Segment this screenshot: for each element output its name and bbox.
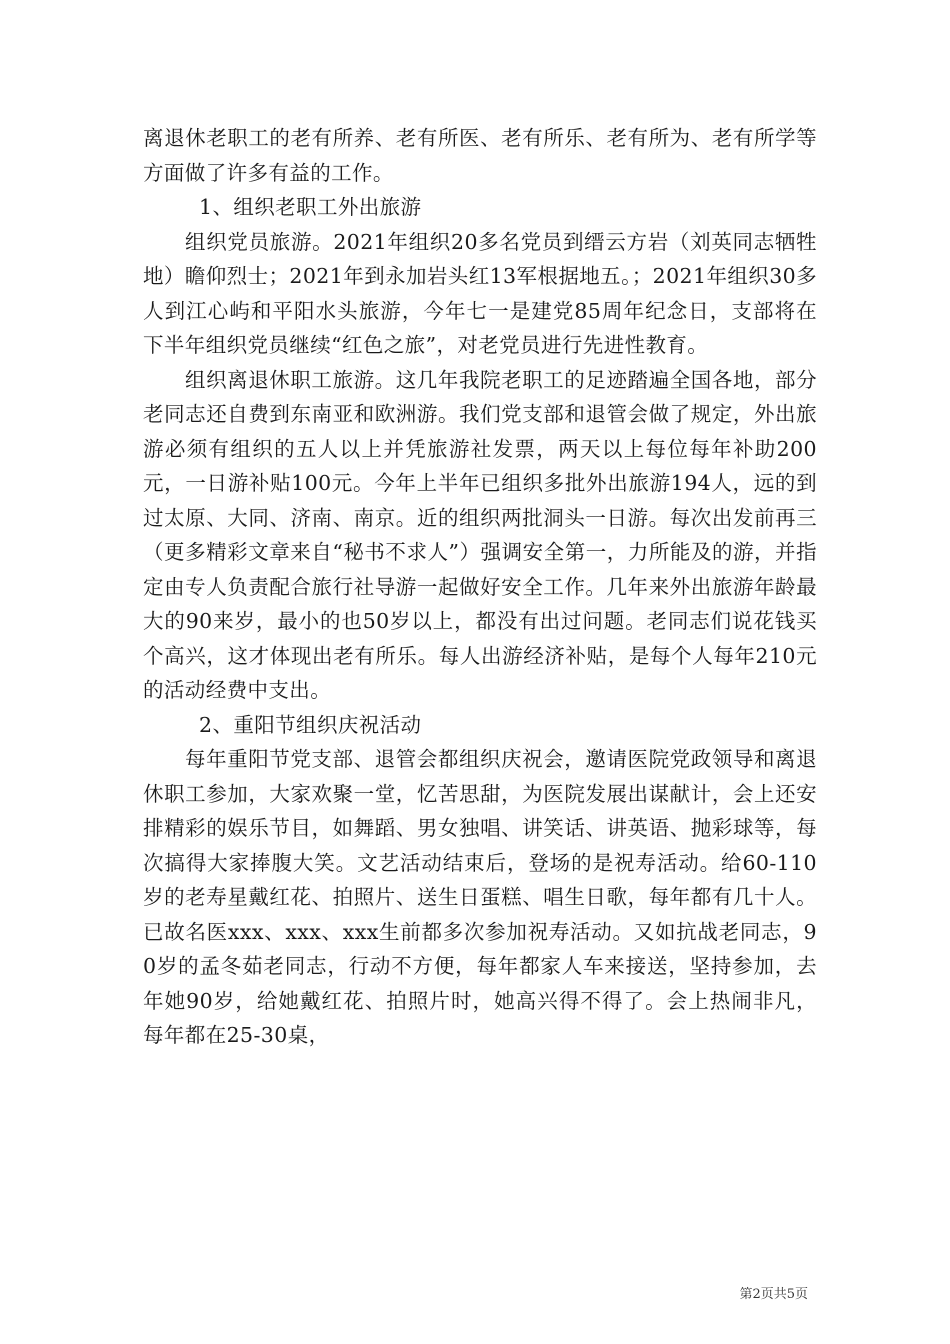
paragraph-continuation: 离退休老职工的老有所养、老有所医、老有所乐、老有所为、老有所学等方面做了许多有益的工作。 (143, 126, 817, 185)
section-heading-travel: 1、组织老职工外出旅游 (199, 195, 422, 219)
paragraph-retiree-travel: 组织离退休职工旅游。这几年我院老职工的足迹踏遍全国各地，部分老同志还自费到东南亚和欧洲游。我们党支部和退管会做了规定，外出旅游必须有组织的五人以上并凭旅游社发票，两天以上每位每年补助200元，一日游补贴100元。今年上半年已组织多批外出旅游194人，远的到过太原、大同、济南、南京。近的组织两批洞头一日游。每次出发前再三（更多精彩文章来自“秘书不求人”）强调安全第一，力所能及的游，并指定由专人负责配合旅行社导游一起做好安全工作。几年来外出旅游年龄最大的90来岁，最小的也50岁以上，都没有出过问题。老同志们说花钱买个高兴，这才体现出老有所乐。每人出游经济补贴，是每个人每年210元的活动经费中支出。 (143, 367, 817, 702)
paragraph-chongyang-celebration: 每年重阳节党支部、退管会都组织庆祝会，邀请医院党政领导和离退休职工参加，大家欢聚一堂，忆苦思甜，为医院发展出谋献计，会上还安排精彩的娱乐节目，如舞蹈、男女独唱、讲笑话、讲英语、抛彩球等，每次搞得大家捧腹大笑。文艺活动结束后，登场的是祝寿活动。给60-110岁的老寿星戴红花、拍照片、送生日蛋糕、唱生日歌，每年都有几十人。已故名医xxx、xxx、xxx生前都多次参加祝寿活动。又如抗战老同志，90岁的孟冬茹老同志，行动不方便，每年都家人车来接送，坚持参加，去年她90岁，给她戴红花、拍照片时，她高兴得不得了。会上热闹非凡，每年都在25-30桌， (143, 747, 817, 1047)
section-heading-chongyang: 2、重阳节组织庆祝活动 (199, 712, 422, 737)
page-number-footer: 第2页共5页 (739, 1287, 808, 1302)
paragraph-party-travel: 组织党员旅游。2021年组织20多名党员到缙云方岩（刘英同志牺牲地）瞻仰烈士；2021年到永加岩头红13军根据地五。；2021年组织30多人到江心屿和平阳水头旅游，今年七一是建党85周年纪念日，支部将在下半年组织党员继续“红色之旅”，对老党员进行先进性教育。 (143, 229, 817, 357)
document-body (143, 121, 817, 1053)
